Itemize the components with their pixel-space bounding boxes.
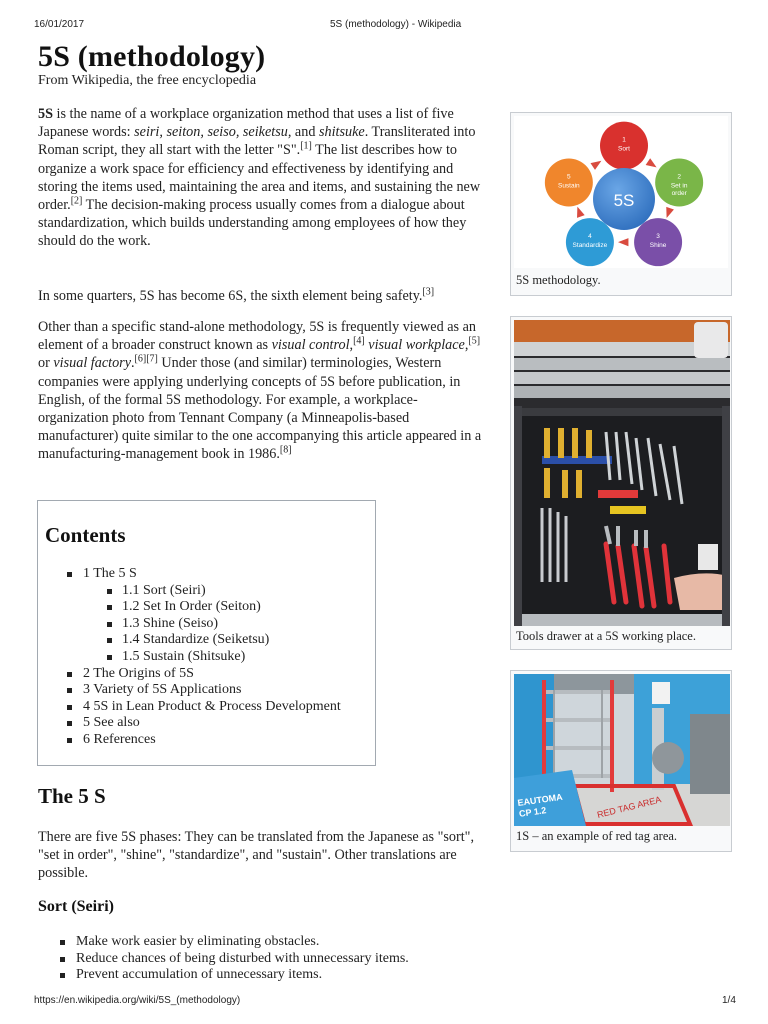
toc-item-label[interactable]: 5 See also xyxy=(83,715,140,731)
list-item-text: Make work easier by eliminating obstacles. xyxy=(76,934,320,949)
machine-label-text: EAUTOMA CP 1.2 xyxy=(516,791,563,819)
section-5s-text: There are five 5S phases: They can be translated from the Japanese as "sort", "set in order", "shine", "standardize", and "sustain". Other translations are possible. xyxy=(38,829,474,882)
red-tag-sign-text: RED TAG AREA xyxy=(596,794,663,820)
diagram-node-number: 5 xyxy=(567,173,571,181)
page-subtitle: From Wikipedia, the free encyclopedia xyxy=(38,73,257,88)
p3-term-visual-factory[interactable]: visual factory xyxy=(53,355,131,372)
cycle-arrow-icon xyxy=(666,207,674,218)
figure-5s-diagram xyxy=(510,112,732,296)
ref-link-2[interactable]: [2] xyxy=(70,195,83,207)
bullet-icon xyxy=(60,940,65,945)
p3-text-6: Under those (and similar) terminologies, Western companies were applying underlying concepts of 5S before publication, in English, of the formal 5S methodology. For example, a workplace-organization photo from Tennant Company (a Minneapolis-based manufacturer) quite similar to the one accompanying this article appeared in a manufacturing-management book in 1986. xyxy=(38,355,482,463)
center-label: 5S xyxy=(613,191,635,210)
toc-item[interactable] xyxy=(38,632,375,649)
p3-text-4: or xyxy=(38,355,54,372)
figure-caption: Tools drawer at a 5S working place. xyxy=(516,629,696,643)
print-date: 16/01/2017 xyxy=(34,19,85,30)
toc-item[interactable] xyxy=(38,699,375,716)
figure-caption: 5S methodology. xyxy=(516,273,601,287)
intro-bold-term: 5S xyxy=(38,106,53,122)
footer-url: https://en.wikipedia.org/wiki/5S_(methodology) xyxy=(34,995,241,1006)
p3-term-visual-control[interactable]: visual control xyxy=(271,337,350,354)
tools-drawer-photo[interactable] xyxy=(514,320,730,626)
diagram-node-label: Shine xyxy=(649,242,667,250)
intro-text-4: The list describes how to organize a work space for efficiency and effectiveness by identifying and storing the items used, maintaining the area and items, and sustaining the new order. xyxy=(38,142,481,214)
diagram-node-number: 4 xyxy=(588,233,592,241)
tools-drawer-illustration xyxy=(514,320,730,626)
toc-item[interactable] xyxy=(38,732,375,749)
p3-text-1: Other than a specific stand-alone methodology, 5S is frequently viewed as an element of a broader construct known as xyxy=(38,319,476,354)
diagram-image[interactable] xyxy=(514,116,728,268)
toc-item-label[interactable]: 1.5 Sustain (Shitsuke) xyxy=(122,648,246,664)
toc-item[interactable] xyxy=(38,649,375,666)
bullet-icon xyxy=(67,688,72,693)
red-tag-illustration xyxy=(514,674,730,826)
bullet-icon xyxy=(107,622,112,627)
intro-text-2: and xyxy=(291,124,319,141)
diagram-node-number: 2 xyxy=(677,173,681,181)
bullet-icon xyxy=(107,589,112,594)
toc-item[interactable] xyxy=(38,616,375,633)
visual-control-paragraph xyxy=(38,318,488,464)
bullet-icon xyxy=(67,705,72,710)
cycle-arrow-icon xyxy=(577,207,585,218)
ref-link-1[interactable]: [1] xyxy=(300,140,312,152)
list-item-text: Reduce chances of being disturbed with unnecessary items. xyxy=(76,950,409,966)
bullet-icon xyxy=(67,721,72,726)
cycle-arrow-icon xyxy=(590,161,601,170)
bullet-icon xyxy=(107,605,112,610)
intro-text-3: . Transliterated into Roman script, they all start with the letter "S". xyxy=(38,124,476,159)
bullet-icon xyxy=(60,957,65,962)
figure-caption: 1S – an example of red tag area. xyxy=(516,829,678,843)
figure-red-tag-area xyxy=(510,670,732,852)
ref-link-8[interactable]: [8] xyxy=(279,444,292,456)
toc-item-label[interactable]: 2 The Origins of 5S xyxy=(83,665,194,681)
red-tag-area-photo[interactable] xyxy=(514,674,730,826)
toc-item-label[interactable]: 1.3 Shine (Seiso) xyxy=(122,615,219,631)
toc-item-label[interactable]: 1.4 Standardize (Seiketsu) xyxy=(122,632,270,648)
bullet-icon xyxy=(67,672,72,677)
toc-item-label[interactable]: 6 References xyxy=(83,731,156,747)
ref-link-4[interactable]: [4] xyxy=(353,335,365,347)
diagram-node-label: Standardize xyxy=(572,242,608,250)
toc-item-label[interactable]: 3 Variety of 5S Applications xyxy=(83,682,242,698)
safety-paragraph xyxy=(38,287,488,305)
toc-item-label[interactable]: 1.1 Sort (Seiri) xyxy=(122,582,206,598)
section-heading-the-5s: The 5 S xyxy=(38,784,106,808)
toc-item-label[interactable]: 1.2 Set In Order (Seiton) xyxy=(122,599,261,615)
toc-item[interactable] xyxy=(38,715,375,732)
toc-item[interactable] xyxy=(38,666,375,683)
p3-term-visual-workplace[interactable]: visual workplace xyxy=(368,337,465,354)
toc-list xyxy=(38,566,375,749)
intro-words: seiri, seiton, seiso, seiketsu, xyxy=(134,124,292,141)
bullet-icon xyxy=(107,655,112,660)
footer-page-number: 1/4 xyxy=(722,995,736,1006)
diagram-node-label: Sustain xyxy=(557,182,580,190)
ref-link-5[interactable]: [5] xyxy=(468,335,481,347)
5s-cycle-diagram xyxy=(514,116,728,268)
diagram-node-label: Sort xyxy=(618,145,630,153)
toc-title: Contents xyxy=(45,523,126,547)
toc-item[interactable] xyxy=(38,583,375,600)
figure-tools-drawer xyxy=(510,316,732,650)
p3-text-2: , xyxy=(349,337,354,354)
ref-link-6-7[interactable]: [6][7] xyxy=(134,353,158,365)
bullet-icon xyxy=(67,738,72,743)
list-item-text: Prevent accumulation of unnecessary items. xyxy=(76,967,323,983)
intro-text-5: The decision-making process usually comes from a dialogue about standardization, which builds understanding among employees of how they should do the work. xyxy=(38,197,467,250)
bullet-icon xyxy=(60,973,65,978)
p3-text-3: , xyxy=(464,337,469,354)
bullet-icon xyxy=(67,572,72,577)
diagram-node-label: Set in order xyxy=(670,182,688,198)
ref-link-3[interactable]: [3] xyxy=(422,286,435,298)
bullet-icon xyxy=(107,638,112,643)
intro-paragraph xyxy=(38,105,488,251)
cycle-arrow-icon xyxy=(646,158,657,167)
section-heading-sort: Sort (Seiri) xyxy=(38,898,114,915)
safety-text: In some quarters, 5S has become 6S, the sixth element being safety. xyxy=(38,288,423,304)
toc-item-label[interactable]: 4 5S in Lean Product & Process Development xyxy=(83,698,341,714)
print-page-title: 5S (methodology) - Wikipedia xyxy=(330,19,462,30)
p3-text-5: . xyxy=(131,355,135,372)
toc-item[interactable] xyxy=(38,566,375,583)
table-of-contents xyxy=(37,500,376,766)
toc-item[interactable] xyxy=(38,682,375,699)
cycle-arrow-icon xyxy=(618,238,628,246)
diagram-node-number: 1 xyxy=(622,136,626,144)
intro-text-1: is the name of a workplace organization method that uses a list of five Japanese words: xyxy=(38,106,454,141)
toc-item[interactable] xyxy=(38,599,375,616)
intro-last-word: shitsuke xyxy=(318,124,365,141)
diagram-node-number: 3 xyxy=(656,233,660,241)
toc-item-label[interactable]: 1 The 5 S xyxy=(83,566,137,581)
page-title: 5S (methodology) xyxy=(38,40,266,73)
